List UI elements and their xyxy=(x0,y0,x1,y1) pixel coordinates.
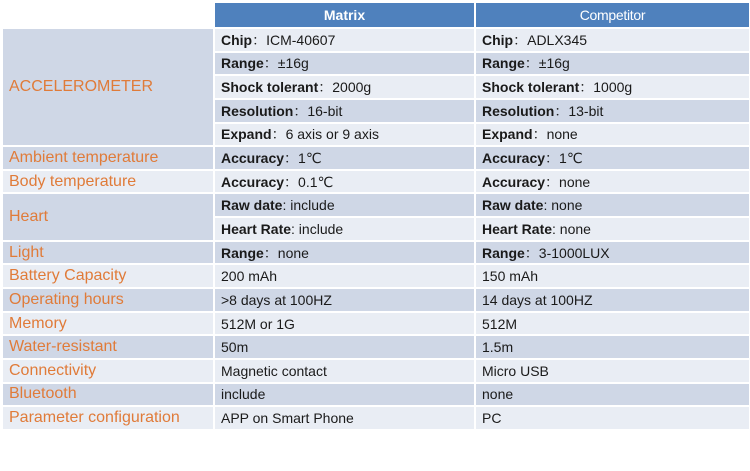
matrix-cell: >8 days at 100HZ xyxy=(214,288,475,312)
matrix-cell xyxy=(214,52,475,76)
cell-key: Shock tolerant xyxy=(221,79,319,96)
cell-value: ：±16g xyxy=(524,55,570,72)
table-row xyxy=(2,359,750,383)
cell-value: : none xyxy=(543,197,583,214)
competitor-cell: 512M xyxy=(475,312,750,336)
cell-key: Chip xyxy=(482,31,514,48)
comparison-table xyxy=(1,1,750,431)
cell-key: Expand xyxy=(221,126,272,143)
row-label-operating-hours: Operating hours xyxy=(2,288,214,312)
cell-value: : include xyxy=(291,220,344,237)
row-label-battery-capacity: Battery Capacity xyxy=(2,264,214,288)
competitor-cell xyxy=(475,123,750,147)
cell-key: Resolution xyxy=(482,102,555,119)
matrix-cell xyxy=(214,193,475,217)
row-label-bluetooth: Bluetooth xyxy=(2,383,214,407)
cell-key: Heart Rate xyxy=(221,220,292,237)
table-row xyxy=(2,193,750,217)
cell-value: ：0.1℃ xyxy=(284,173,334,190)
cell-key: Range xyxy=(482,55,525,72)
competitor-cell xyxy=(475,99,750,123)
cell-key: Accuracy xyxy=(221,150,285,167)
matrix-cell xyxy=(214,241,475,265)
cell-key: Heart Rate xyxy=(482,220,553,237)
table-row xyxy=(2,288,750,312)
matrix-cell xyxy=(214,28,475,52)
matrix-cell xyxy=(214,75,475,99)
cell-value: : include xyxy=(282,197,335,214)
row-label-connectivity: Connectivity xyxy=(2,359,214,383)
header-competitor: Competitor xyxy=(475,2,750,28)
cell-value: ：none xyxy=(545,173,591,190)
competitor-cell: 1.5m xyxy=(475,335,750,359)
table-row xyxy=(2,406,750,430)
row-label-ambient-temperature: Ambient temperature xyxy=(2,146,214,170)
cell-key: Shock tolerant xyxy=(482,79,580,96)
matrix-cell: 200 mAh xyxy=(214,264,475,288)
header-matrix: Matrix xyxy=(214,2,475,28)
cell-value: ：ICM-40607 xyxy=(252,31,336,48)
row-label-light: Light xyxy=(2,241,214,265)
competitor-cell: PC xyxy=(475,406,750,430)
row-label-body-temperature: Body temperature xyxy=(2,170,214,194)
cell-value: ：none xyxy=(263,244,309,261)
cell-key: Range xyxy=(221,55,264,72)
matrix-cell: 512M or 1G xyxy=(214,312,475,336)
table-row xyxy=(2,383,750,407)
cell-key: Raw date xyxy=(221,197,283,214)
matrix-cell: include xyxy=(214,383,475,407)
competitor-cell: 150 mAh xyxy=(475,264,750,288)
cell-value: ：2000g xyxy=(318,79,372,96)
header-corner xyxy=(2,2,214,28)
header-row xyxy=(2,2,750,28)
competitor-cell xyxy=(475,146,750,170)
matrix-cell: APP on Smart Phone xyxy=(214,406,475,430)
competitor-cell xyxy=(475,217,750,241)
cell-value: ：none xyxy=(532,126,578,143)
matrix-cell xyxy=(214,123,475,147)
table-row xyxy=(2,241,750,265)
table-row xyxy=(2,28,750,52)
cell-key: Resolution xyxy=(221,102,294,119)
cell-key: Accuracy xyxy=(482,173,546,190)
table-row xyxy=(2,264,750,288)
table-row xyxy=(2,312,750,336)
cell-key: Range xyxy=(221,244,264,261)
competitor-cell xyxy=(475,170,750,194)
cell-value: ：1℃ xyxy=(545,150,583,167)
cell-key: Chip xyxy=(221,31,253,48)
competitor-cell xyxy=(475,52,750,76)
cell-key: Expand xyxy=(482,126,533,143)
cell-key: Accuracy xyxy=(482,150,546,167)
matrix-cell: Magnetic contact xyxy=(214,359,475,383)
cell-value: ：3-1000LUX xyxy=(524,244,610,261)
row-label-parameter-configuration: Parameter configuration xyxy=(2,406,214,430)
matrix-cell xyxy=(214,217,475,241)
cell-value: ：ADLX345 xyxy=(513,31,588,48)
competitor-cell: none xyxy=(475,383,750,407)
competitor-cell xyxy=(475,28,750,52)
competitor-cell xyxy=(475,193,750,217)
cell-value: ：±16g xyxy=(263,55,309,72)
cell-value: ：16-bit xyxy=(293,102,343,119)
cell-key: Accuracy xyxy=(221,173,285,190)
row-label-accelerometer: ACCELEROMETER xyxy=(2,28,214,146)
competitor-cell xyxy=(475,75,750,99)
competitor-cell: 14 days at 100HZ xyxy=(475,288,750,312)
row-label-water-resistant: Water-resistant xyxy=(2,335,214,359)
matrix-cell xyxy=(214,146,475,170)
matrix-cell xyxy=(214,170,475,194)
competitor-cell: Micro USB xyxy=(475,359,750,383)
cell-value: ：1℃ xyxy=(284,150,322,167)
matrix-cell: 50m xyxy=(214,335,475,359)
table-row xyxy=(2,170,750,194)
matrix-cell xyxy=(214,99,475,123)
row-label-heart: Heart xyxy=(2,193,214,240)
cell-key: Raw date xyxy=(482,197,544,214)
row-label-memory: Memory xyxy=(2,312,214,336)
cell-value: : none xyxy=(552,220,591,237)
cell-value: ：1000g xyxy=(579,79,633,96)
cell-value: ：6 axis or 9 axis xyxy=(271,126,379,143)
table-row xyxy=(2,335,750,359)
cell-value: ：13-bit xyxy=(554,102,604,119)
table-row xyxy=(2,146,750,170)
cell-key: Range xyxy=(482,244,525,261)
competitor-cell xyxy=(475,241,750,265)
